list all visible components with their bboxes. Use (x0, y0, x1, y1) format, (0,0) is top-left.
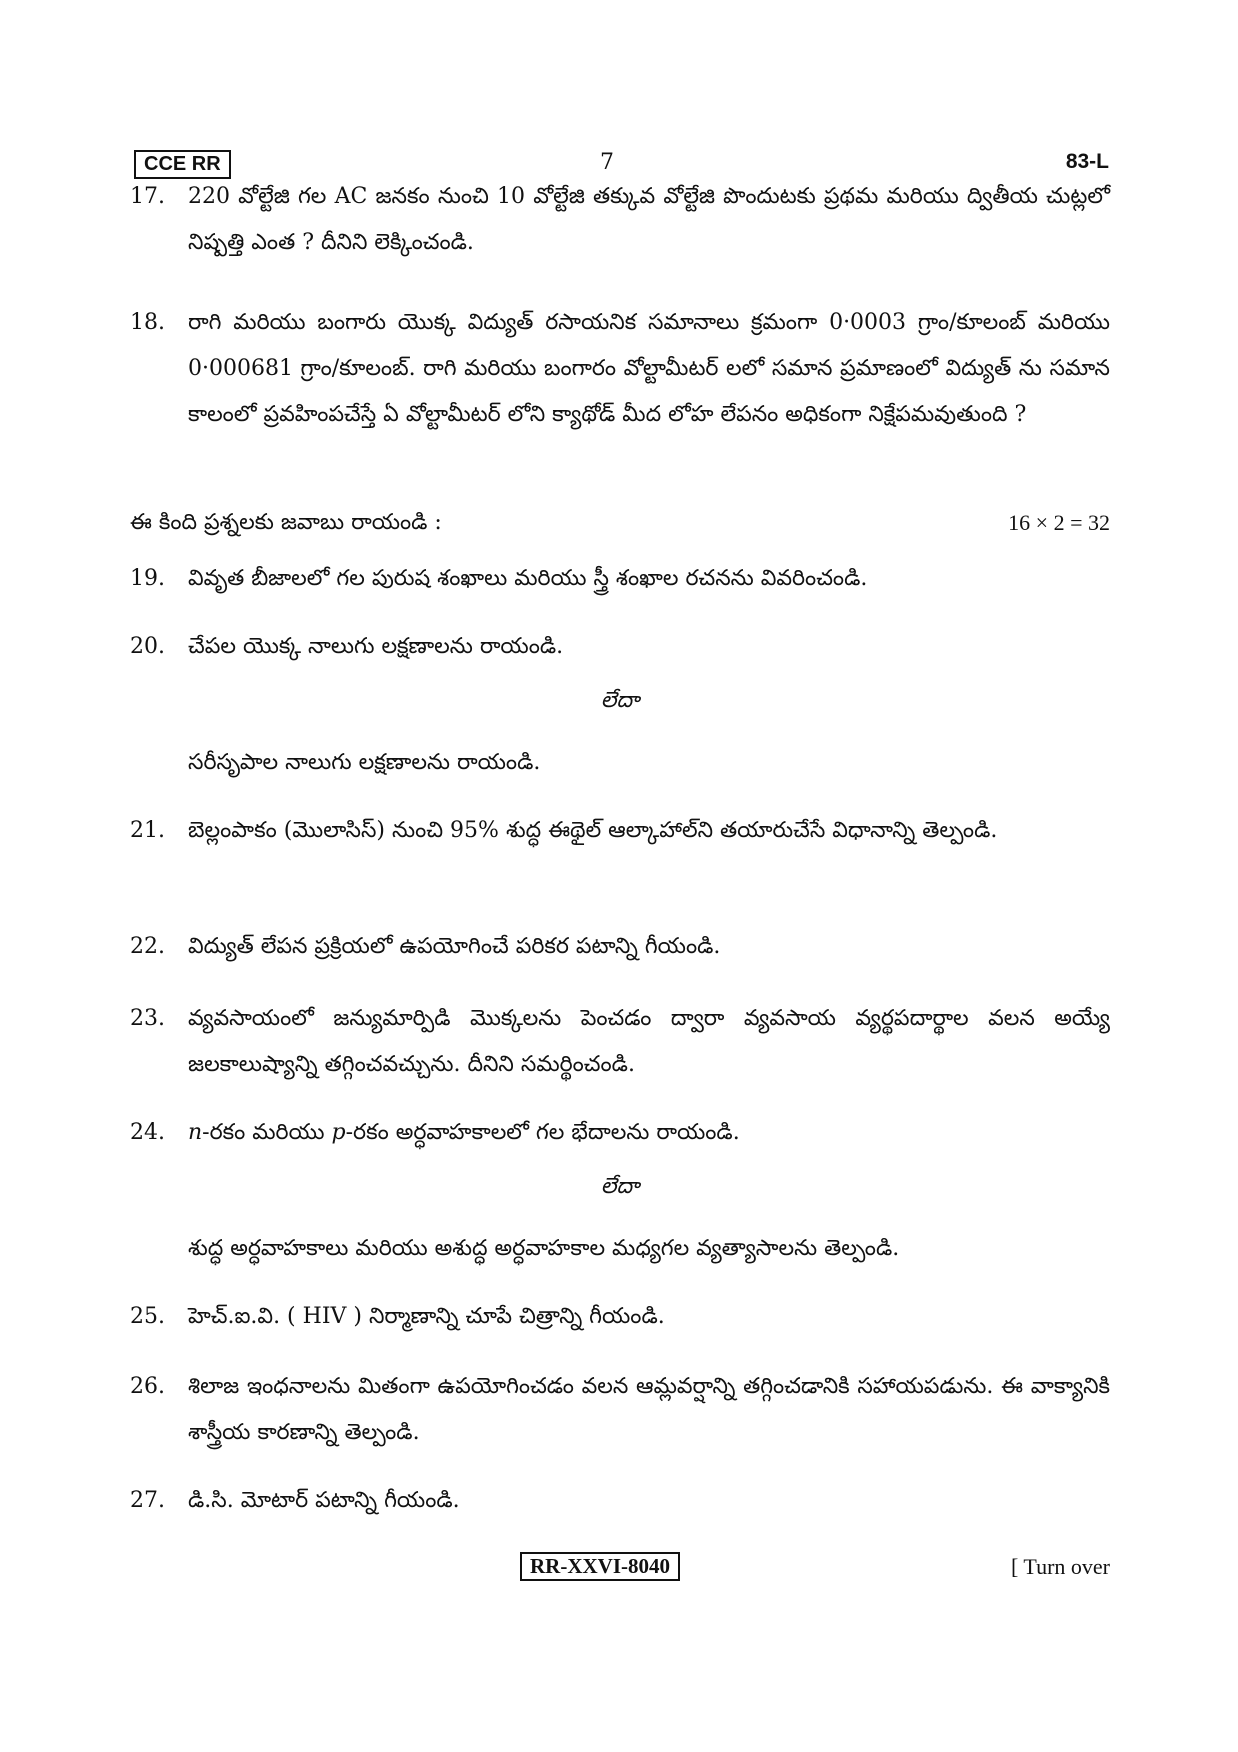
question-text: వ్యవసాయంలో జన్యుమార్పిడి మొక్కలను పెంచడం ద్వారా వ్యవసాయ వ్యర్థపదార్థాల వలన అయ్యే జలకాలుష్యాన్ని తగ్గించవచ్చును. దీనిని సమర్థించండి. (188, 1006, 1110, 1077)
paper-code: 83-L (1065, 150, 1109, 173)
question-number: 23. (130, 1006, 165, 1031)
question-27 (130, 1478, 1110, 1524)
question-24-alternative: శుద్ధ అర్ధవాహకాలు మరియు అశుద్ధ అర్ధవాహకాల మధ్యగల వ్యత్యాసాలను తెల్పండి. (188, 1236, 900, 1261)
marks-scheme: 16 × 2 = 32 (1008, 510, 1110, 535)
exam-code-badge: CCE RR (134, 150, 231, 179)
question-text: వివృత బీజాలలో గల పురుష శంఖాలు మరియు స్త్రీ శంఖాల రచనను వివరించండి. (188, 566, 868, 591)
question-text (188, 1110, 1110, 1156)
question-text: డి.సి. మోటార్ పటాన్ని గీయండి. (188, 1488, 460, 1513)
question-number: 18. (130, 310, 165, 335)
question-18 (130, 300, 1110, 438)
question-number: 27. (130, 1488, 165, 1513)
question-number: 20. (130, 634, 165, 659)
question-26 (130, 1364, 1110, 1456)
instruction-text: ఈ కింది ప్రశ్నలకు జవాబు రాయండి : (130, 510, 442, 535)
or-label: లేదా (600, 1174, 640, 1199)
question-text-part: -రకం అర్ధవాహకాలలో గల భేదాలను రాయండి. (345, 1120, 740, 1145)
or-label: లేదా (600, 688, 640, 713)
p-symbol: p (331, 1120, 346, 1145)
n-symbol: n (188, 1120, 203, 1145)
question-text: శిలాజ ఇంధనాలను మితంగా ఉపయోగించడం వలన ఆమ్లవర్షాన్ని తగ్గించడానికి సహాయపడును. ఈ వాక్యానికి శాస్త్రీయ కారణాన్ని తెల్పండి. (188, 1374, 1110, 1445)
question-text: 220 వోల్టేజి గల AC జనకం నుంచి 10 వోల్టేజి తక్కువ వోల్టేజి పొందుటకు ప్రథమ మరియు ద్వితీయ చుట్లలో నిష్పత్తి ఎంత ? దీనిని లెక్కించండి. (188, 184, 1110, 255)
footer-code-badge: RR-XXVI-8040 (520, 1552, 680, 1581)
question-24 (130, 1110, 1110, 1156)
question-number: 19. (130, 566, 165, 591)
question-17 (130, 174, 1110, 266)
question-20-alternative: సరీసృపాల నాలుగు లక్షణాలను రాయండి. (188, 750, 541, 775)
question-text: హెచ్.ఐ.వి. ( HIV ) నిర్మాణాన్ని చూపే చిత్రాన్ని గీయండి. (188, 1304, 665, 1329)
question-text: రాగి మరియు బంగారు యొక్క విద్యుత్ రసాయనిక సమానాలు క్రమంగా 0·0003 గ్రాం/కూలంబ్ మరియు 0·000681 గ్రాం/కూలంబ్. రాగి మరియు బంగారం వోల్టామీటర్ లలో సమాన ప్రమాణంలో విద్యుత్ ను సమాన కాలంలో ప్రవహింపచేస్తే ఏ వోల్టామీటర్ లోని క్యాథోడ్ మీద లోహ లేపనం అధికంగా నిక్షేపమవుతుంది ? (188, 310, 1110, 427)
question-text: బెల్లంపాకం (మొలాసిస్) నుంచి 95% శుద్ధ ఈథైల్ ఆల్కాహాల్‌ని తయారుచేసే విధానాన్ని తెల్పండి. (188, 818, 998, 843)
question-number: 22. (130, 934, 165, 959)
question-21 (130, 808, 1110, 854)
question-text: విద్యుత్ లేపన ప్రక్రియలో ఉపయోగించే పరికర పటాన్ని గీయండి. (188, 934, 721, 959)
question-text: చేపల యొక్క నాలుగు లక్షణాలను రాయండి. (188, 634, 564, 659)
question-number: 26. (130, 1374, 165, 1399)
question-number: 17. (130, 184, 165, 209)
question-number: 21. (130, 818, 165, 843)
page-number: 7 (600, 150, 614, 175)
question-text-part: -రకం మరియు (202, 1120, 332, 1145)
question-number: 25. (130, 1304, 165, 1329)
question-20 (130, 624, 1110, 670)
question-19 (130, 556, 1110, 602)
turn-over-label: [ Turn over (1010, 1554, 1110, 1579)
question-number: 24. (130, 1120, 165, 1145)
question-25 (130, 1294, 1110, 1340)
question-22 (130, 924, 1110, 970)
question-23 (130, 996, 1110, 1088)
